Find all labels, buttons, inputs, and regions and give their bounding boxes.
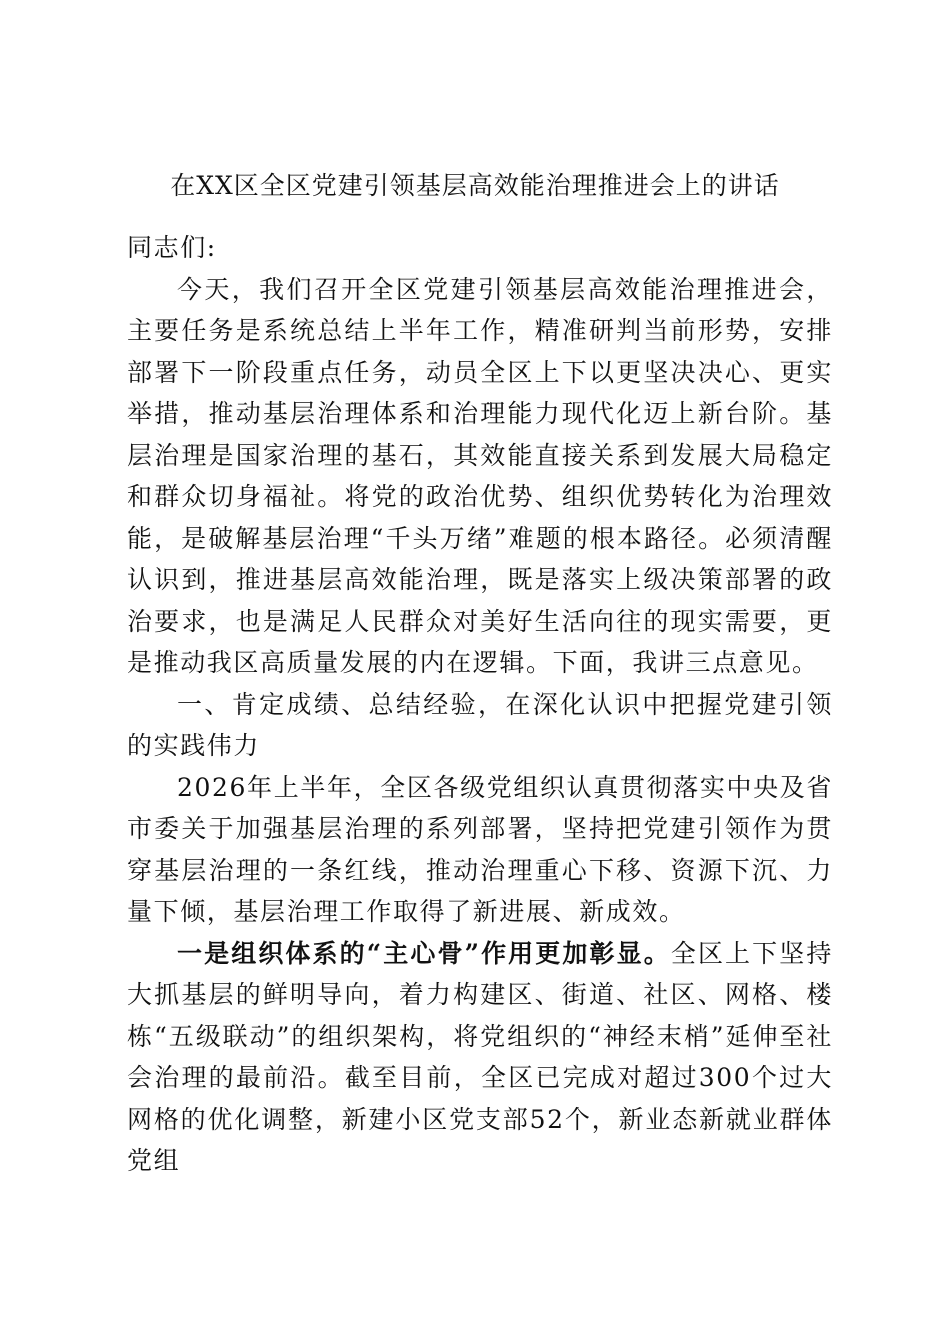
document-title: 在XX区全区党建引领基层高效能治理推进会上的讲话 [170, 171, 780, 200]
section-heading-one: 一、肯定成绩、总结经验，在深化认识中把握党建引领的实践伟力 [127, 689, 833, 760]
paragraph-intro: 今天，我们召开全区党建引领基层高效能治理推进会，主要任务是系统总结上半年工作，精准研判当前形势，安排部署下一阶段重点任务，动员全区上下以更坚决决心、更实举措，推动基层治理体系和治理能力现代化迈上新台阶。基层治理是国家治理的基石，其效能直接关系到发展大局稳定和群众切身福祉。将党的政治优势、组织优势转化为治理效能，是破解基层治理“千头万绪”难题的根本路径。必须清醒认识到，推进基层高效能治理，既是落实上级决策部署的政治要求，也是满足人民群众对美好生活向往的现实需要，更是推动我区高质量发展的内在逻辑。下面，我讲三点意见。 [127, 274, 833, 677]
document-body [127, 227, 833, 1182]
point-one-text: 全区上下坚持大抓基层的鲜明导向，着力构建区、街道、社区、网格、楼栋“五级联动”的组织架构，将党组织的“神经末梢”延伸至社会治理的最前沿。截至目前，全区已完成对超过300个过大网格的优化调整，新建小区党支部52个，新业态新就业群体党组 [127, 938, 833, 1175]
paragraph-point-one [127, 933, 833, 1182]
salutation: 同志们: [127, 233, 217, 262]
paragraph-summary: 2026年上半年，全区各级党组织认真贯彻落实中央及省市委关于加强基层治理的系列部署，坚持把党建引领作为贯穿基层治理的一条红线，推动治理重心下移、资源下沉、力量下倾，基层治理工作取得了新进展、新成效。 [127, 772, 833, 926]
point-one-lead: 一是组织体系的“主心骨”作用更加彰显。 [177, 938, 671, 968]
